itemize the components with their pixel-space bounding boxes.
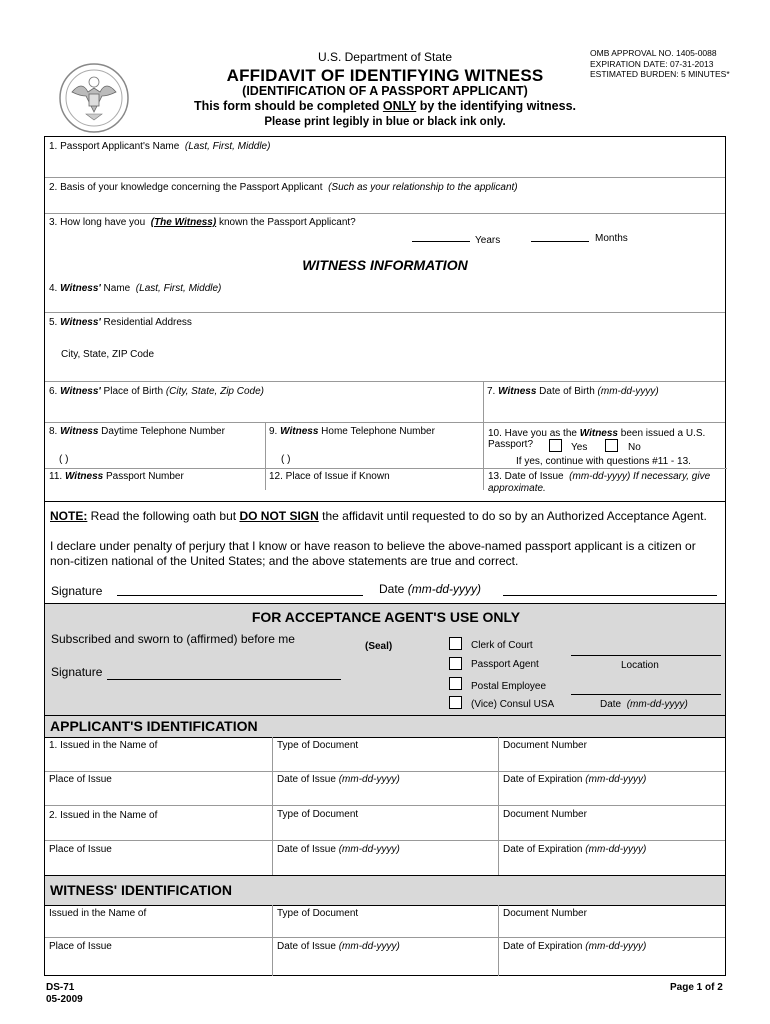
years-field[interactable]	[412, 241, 470, 242]
witness-signature-field[interactable]	[117, 595, 363, 596]
subscribed-label: Subscribed and sworn to (affirmed) before me	[51, 632, 295, 646]
witness-passport-number-label: 11. Witness Passport Number	[49, 471, 184, 482]
acceptance-agent-heading: FOR ACCEPTANCE AGENT'S USE ONLY	[251, 609, 521, 625]
home-phone-area-code[interactable]: ( )	[281, 454, 291, 465]
applicant-id2-name-label: 2. Issued in the Name of	[49, 810, 158, 821]
form-title: AFFIDAVIT OF IDENTIFYING WITNESS	[226, 66, 544, 85]
basis-of-knowledge-label: 2. Basis of your knowledge concerning the Passport Applicant (Such as your relationship to the applicant)	[49, 182, 518, 193]
yes-label: Yes	[571, 442, 588, 453]
vice-consul-label: (Vice) Consul USA	[471, 699, 555, 710]
witness-dob-label: 7. Witness Date of Birth (mm-dd-yyyy)	[487, 386, 659, 397]
agent-signature-label: Signature	[51, 665, 103, 679]
agent-date-label: Date (mm-dd-yyyy)	[600, 699, 688, 710]
applicant-id2-doi-label: Date of Issue (mm-dd-yyyy)	[277, 844, 400, 855]
agent-date-field[interactable]	[571, 694, 721, 695]
postal-employee-label: Postal Employee	[471, 681, 547, 692]
passport-no-checkbox[interactable]	[605, 439, 618, 452]
applicant-id1-number-label: Document Number	[503, 740, 587, 751]
witness-id-doi-label: Date of Issue (mm-dd-yyyy)	[277, 941, 400, 952]
oath-note: NOTE: Read the following oath but DO NOT SIGN the affidavit until requested to do so by an Authorized Acceptance Agent.	[50, 509, 707, 523]
months-field[interactable]	[531, 241, 589, 242]
form-subtitle: (IDENTIFICATION OF A PASSPORT APPLICANT)	[242, 84, 528, 98]
completion-instruction: This form should be completed ONLY by the identifying witness.	[193, 99, 576, 113]
oath-declaration: I declare under penalty of perjury that I know or have reason to believe the above-named passport applicant is a citizen or non-citizen national of the United States; and the above statements are true and correct.	[50, 539, 696, 568]
location-label: Location	[621, 660, 659, 671]
witness-id-heading: WITNESS' IDENTIFICATION	[50, 882, 232, 898]
agent-signature-field[interactable]	[107, 679, 341, 680]
page-number: Page 1 of 2	[670, 982, 723, 993]
witness-birthplace-label: 6. Witness' Place of Birth (City, State, Zip Code)	[49, 386, 264, 397]
applicant-id1-place-label: Place of Issue	[49, 774, 112, 785]
applicant-id2-number-label: Document Number	[503, 809, 587, 820]
seal-label: (Seal)	[365, 641, 393, 652]
omb-info: OMB APPROVAL NO. 1405-0088 EXPIRATION DATE: 07-31-2013 ESTIMATED BURDEN: 5 MINUTES*	[590, 48, 730, 79]
ink-instruction: Please print legibly in blue or black ink only.	[264, 116, 506, 128]
passport-continue-instruction: If yes, continue with questions #11 - 13.	[516, 456, 691, 467]
duration-known-label: 3. How long have you (The Witness) known the Passport Applicant?	[49, 217, 356, 228]
witness-id-number-label: Document Number	[503, 908, 587, 919]
no-label: No	[628, 442, 641, 453]
witness-id-name-label: Issued in the Name of	[49, 908, 147, 919]
applicant-id2-type-label: Type of Document	[277, 809, 359, 820]
date-of-issue-label: 13. Date of Issue (mm-dd-yyyy) If necessary, give	[488, 471, 711, 482]
affidavit-form	[44, 136, 726, 976]
daytime-phone-area-code[interactable]: ( )	[59, 454, 69, 465]
witness-home-phone-label: 9. Witness Home Telephone Number	[269, 426, 435, 437]
form-number: DS-71 05-2009	[46, 982, 83, 1005]
applicant-id-heading: APPLICANT'S IDENTIFICATION	[50, 718, 258, 734]
witness-id-place-label: Place of Issue	[49, 941, 112, 952]
clerk-of-court-label: Clerk of Court	[471, 640, 533, 651]
witness-signature-label: Signature	[51, 584, 103, 598]
applicant-id2-place-label: Place of Issue	[49, 844, 112, 855]
applicant-id-header	[45, 715, 725, 737]
city-state-zip-label: City, State, ZIP Code	[61, 349, 155, 360]
years-label: Years	[475, 235, 501, 246]
postal-employee-checkbox[interactable]	[449, 677, 462, 690]
place-of-issue-label: 12. Place of Issue if Known	[269, 471, 390, 482]
witness-date-field[interactable]	[503, 595, 717, 596]
witness-daytime-phone-label: 8. Witness Daytime Telephone Number	[49, 426, 225, 437]
applicant-id1-name-label: 1. Issued in the Name of	[49, 740, 158, 751]
witness-name-label: 4. Witness' Name (Last, First, Middle)	[49, 283, 222, 294]
acceptance-agent-section	[45, 603, 725, 715]
applicant-id2-doe-label: Date of Expiration (mm-dd-yyyy)	[503, 844, 647, 855]
applicant-id1-doe-label: Date of Expiration (mm-dd-yyyy)	[503, 774, 647, 785]
applicant-name-label: 1. Passport Applicant's Name (Last, First, Middle)	[49, 141, 271, 152]
months-label: Months	[595, 233, 628, 244]
passport-yes-checkbox[interactable]	[549, 439, 562, 452]
passport-issued-label: 10. Have you as the Witness been issued a U.S.	[488, 428, 706, 439]
passport-agent-label: Passport Agent	[471, 659, 539, 670]
witness-id-type-label: Type of Document	[277, 908, 359, 919]
witness-date-label: Date (mm-dd-yyyy)	[379, 582, 482, 596]
vice-consul-checkbox[interactable]	[449, 696, 462, 709]
passport-label: Passport?	[488, 439, 534, 450]
witness-information-heading: WITNESS INFORMATION	[302, 257, 468, 273]
clerk-of-court-checkbox[interactable]	[449, 637, 462, 650]
date-of-issue-approx: approximate.	[488, 483, 546, 494]
witness-id-doe-label: Date of Expiration (mm-dd-yyyy)	[503, 941, 647, 952]
witness-address-label: 5. Witness' Residential Address	[49, 317, 192, 328]
department-name: U.S. Department of State	[317, 50, 453, 64]
applicant-id1-type-label: Type of Document	[277, 740, 359, 751]
witness-id-header	[45, 875, 725, 905]
applicant-id1-doi-label: Date of Issue (mm-dd-yyyy)	[277, 774, 400, 785]
location-field[interactable]	[571, 655, 721, 656]
passport-agent-checkbox[interactable]	[449, 657, 462, 670]
